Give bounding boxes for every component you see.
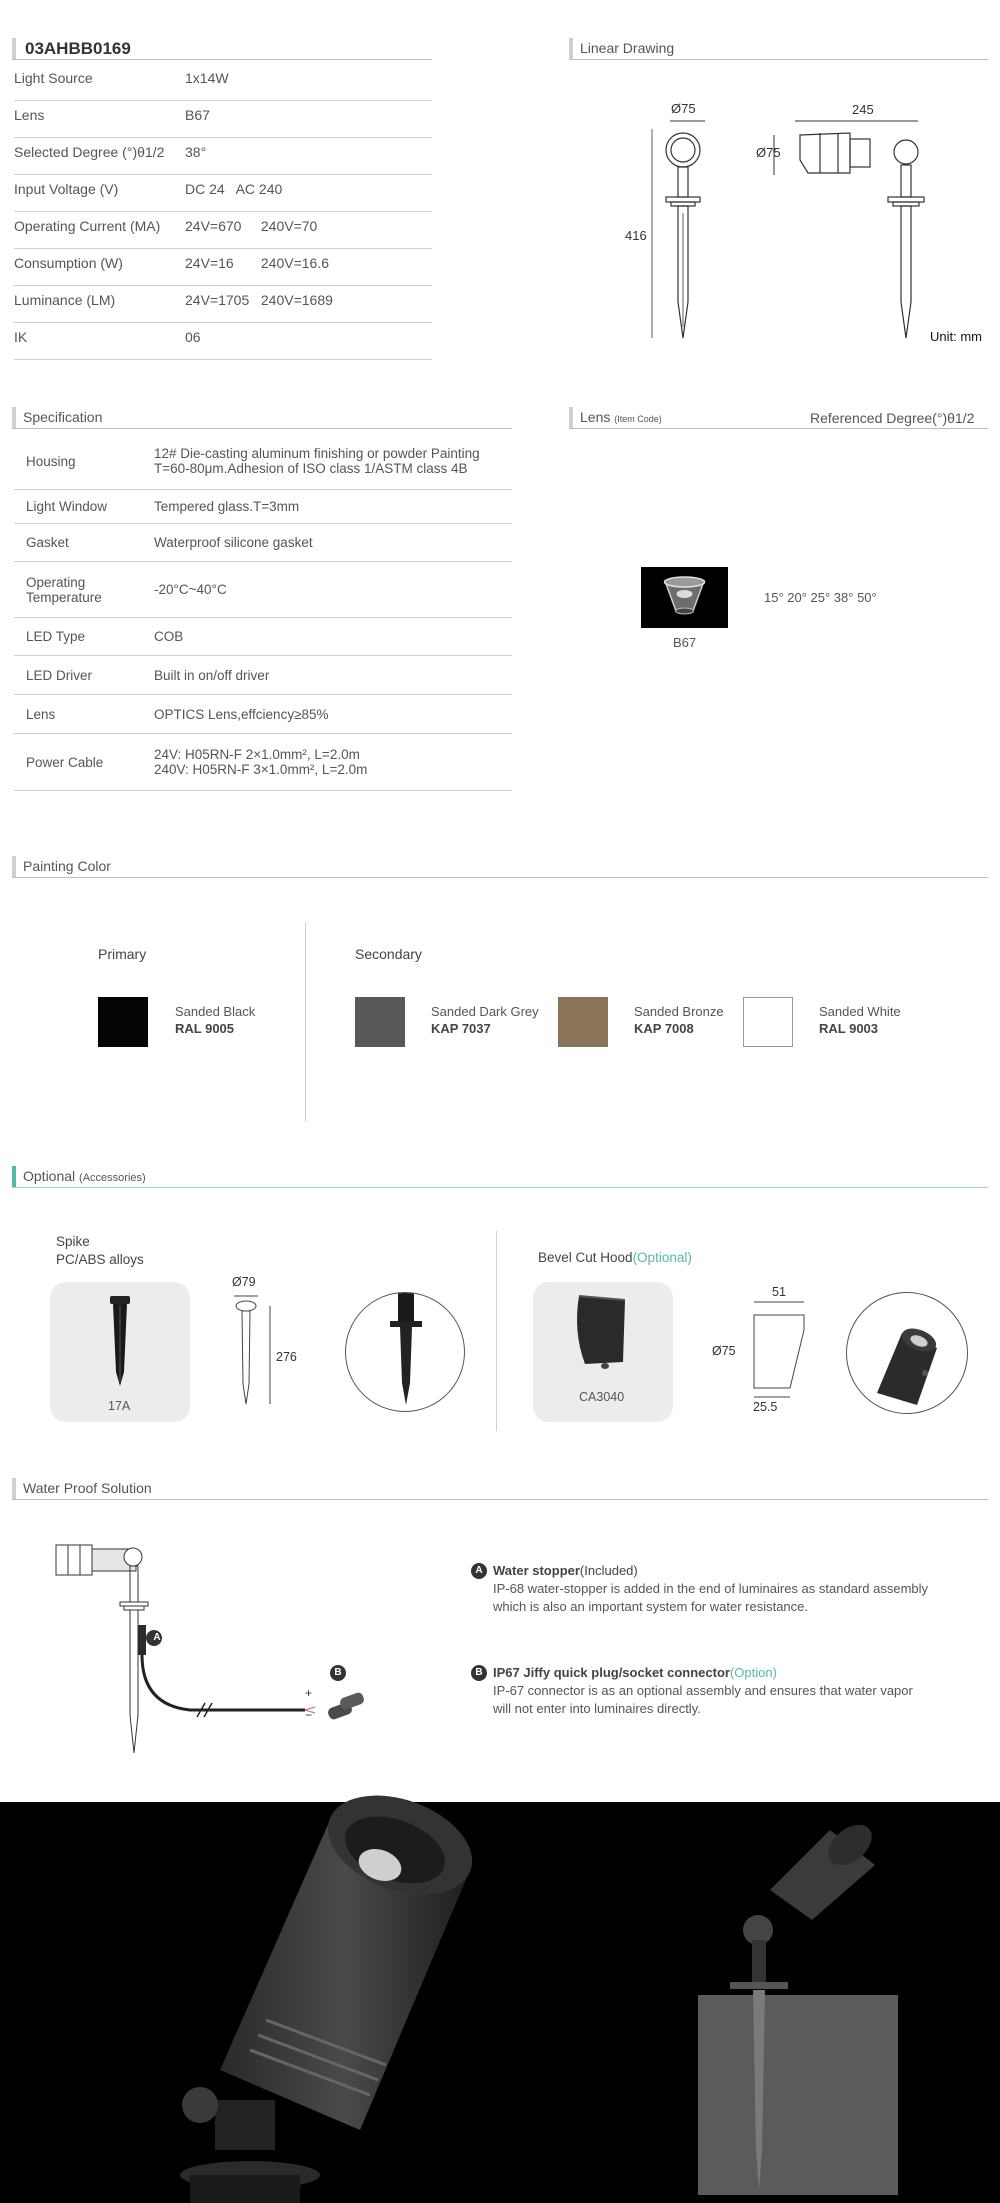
- connector-marker: B: [471, 1665, 487, 1681]
- hood-title: Bevel Cut Hood(Optional): [538, 1250, 692, 1265]
- model-header: [12, 38, 432, 60]
- water-stopper-block: Water stopper(Included) IP-68 water-stopper is added in the end of luminaires as standard assembly which is also an important system for water resistance.: [493, 1563, 929, 1614]
- front-view-drawing: [652, 121, 705, 338]
- linear-drawing-title: Linear Drawing: [569, 38, 674, 60]
- specification-title: Specification: [12, 407, 102, 429]
- spike-title: Spike PC/ABS alloys: [56, 1234, 144, 1267]
- optional-divider: [496, 1231, 497, 1431]
- hood-dim-diameter: Ø75: [712, 1344, 736, 1358]
- lens-title: Lens (Item Code): [569, 407, 662, 429]
- spike-closeup-icon: [346, 1293, 465, 1412]
- marker-a-diagram: A: [153, 1632, 161, 1643]
- lens-degrees: 15° 20° 25° 38° 50°: [764, 590, 877, 605]
- hood-closeup: [846, 1292, 968, 1414]
- spec-row-housing: Housing 12# Die-casting aluminum finishing or powder Painting T=60-80μm.Adhesion of ISO class 1/ASTM class 4B: [14, 433, 512, 490]
- connector-minus: −: [305, 1708, 313, 1722]
- lens-line: [569, 428, 988, 429]
- linear-drawing-line: [569, 59, 988, 60]
- linear-drawing: [600, 95, 995, 355]
- basic-spec-value: 1x14W: [185, 70, 229, 86]
- lens-image: [641, 567, 728, 628]
- large-luminaire: [180, 1777, 486, 2203]
- spec-row-gasket: Gasket Waterproof silicone gasket: [14, 524, 512, 562]
- spec-row-light-window: Light Window Tempered glass.T=3mm: [14, 490, 512, 524]
- model-underline: [12, 59, 432, 60]
- referenced-degree-title: Referenced Degree(°)θ1/2: [810, 410, 975, 426]
- hood-dim-top: 51: [772, 1285, 786, 1299]
- painting-color-line: [12, 877, 988, 878]
- optional-title: Optional (Accessories): [12, 1166, 146, 1188]
- basic-spec-key: Selected Degree (°)θ1/2: [14, 144, 165, 160]
- basic-spec-value: 24V=16 240V=16.6: [185, 255, 330, 271]
- spec-row-power-cable: Power Cable 24V: H05RN-F 2×1.0mm², L=2.0m 240V: H05RN-F 3×1.0mm², L=2.0m: [14, 734, 512, 791]
- connector-plus: +: [305, 1686, 313, 1700]
- unit-label: Unit: mm: [930, 329, 982, 344]
- basic-spec-value: 24V=1705 240V=1689: [185, 292, 333, 308]
- basic-spec-key: Light Source: [14, 70, 93, 86]
- basic-spec-value: B67: [185, 107, 210, 123]
- specification-line: [12, 428, 512, 429]
- product-photo: [0, 1750, 1000, 2203]
- basic-spec-row: [14, 64, 432, 101]
- waterproof-title: Water Proof Solution: [12, 1478, 152, 1500]
- basic-spec-row: [14, 175, 432, 212]
- primary-label: Primary: [98, 946, 147, 962]
- marker-b-diagram: B: [334, 1667, 342, 1678]
- hood-dim-bottom: 25.5: [753, 1400, 778, 1414]
- spec-row-operating-temperature: Operating Temperature -20°C~40°C: [14, 562, 512, 618]
- spike-code: 17A: [108, 1399, 131, 1413]
- basic-spec-key: Operating Current (MA): [14, 218, 161, 234]
- basic-spec-row: [14, 212, 432, 249]
- basic-spec-row: [14, 323, 432, 360]
- side-view-drawing: [774, 121, 924, 338]
- swatch-sanded-bronze: [558, 997, 608, 1047]
- small-luminaire: [698, 1817, 898, 2195]
- connector-block: IP67 Jiffy quick plug/socket connector(Option) IP-67 connector is as an optional assembly and ensures that water vapor will not enter into luminaires directly.: [493, 1665, 913, 1716]
- spike-dim-diameter: Ø79: [232, 1275, 256, 1289]
- basic-spec-key: Lens: [14, 107, 45, 123]
- swatch-sanded-black: [98, 997, 148, 1047]
- basic-spec-row: [14, 249, 432, 286]
- color-divider: [305, 922, 306, 1122]
- basic-spec-key: Consumption (W): [14, 255, 123, 271]
- basic-spec-value: 38°: [185, 144, 207, 160]
- waterproof-line: [12, 1499, 988, 1500]
- swatch-sanded-dark-grey: [355, 997, 405, 1047]
- basic-spec-value: 24V=670 240V=70: [185, 218, 318, 234]
- color-label-sanded-dark-grey: Sanded Dark Grey KAP 7037: [431, 1004, 539, 1036]
- color-label-sanded-white: Sanded White RAL 9003: [819, 1004, 901, 1036]
- spec-row-lens: Lens OPTICS Lens,effciency≥85%: [14, 695, 512, 734]
- water-stopper-marker: A: [471, 1563, 487, 1579]
- basic-spec-value: 06: [185, 329, 201, 345]
- spike-dim-height: 276: [276, 1350, 297, 1364]
- dim-head-diameter: Ø75: [671, 101, 696, 116]
- secondary-label: Secondary: [355, 946, 422, 962]
- painting-color-title: Painting Color: [12, 856, 111, 878]
- hood-drawing: [748, 1300, 808, 1400]
- model-number: 03AHBB0169: [25, 39, 131, 58]
- lens-code: B67: [673, 635, 697, 650]
- dim-side-diameter: Ø75: [756, 145, 781, 160]
- dim-height: 416: [625, 228, 647, 243]
- basic-spec-key: Luminance (LM): [14, 292, 116, 308]
- optional-line: [12, 1187, 988, 1188]
- basic-spec-row: [14, 138, 432, 175]
- basic-spec-key: IK: [14, 329, 28, 345]
- hood-code: CA3040: [579, 1390, 625, 1404]
- basic-spec-row: [14, 286, 432, 323]
- basic-spec-value: DC 24 AC 240: [185, 181, 283, 197]
- spec-row-led-driver: LED Driver Built in on/off driver: [14, 656, 512, 695]
- dim-length: 245: [852, 102, 874, 117]
- waterproof-diagram: [50, 1535, 390, 1760]
- spec-row-led-type: LED Type COB: [14, 618, 512, 656]
- color-label-sanded-bronze: Sanded Bronze KAP 7008: [634, 1004, 724, 1036]
- basic-spec-key: Input Voltage (V): [14, 181, 119, 197]
- swatch-sanded-white: [743, 997, 793, 1047]
- spike-closeup: [345, 1292, 465, 1412]
- basic-spec-row: [14, 101, 432, 138]
- lens-icon: [641, 567, 728, 628]
- color-label-sanded-black: Sanded Black RAL 9005: [175, 1004, 256, 1036]
- hood-closeup-icon: [847, 1293, 968, 1414]
